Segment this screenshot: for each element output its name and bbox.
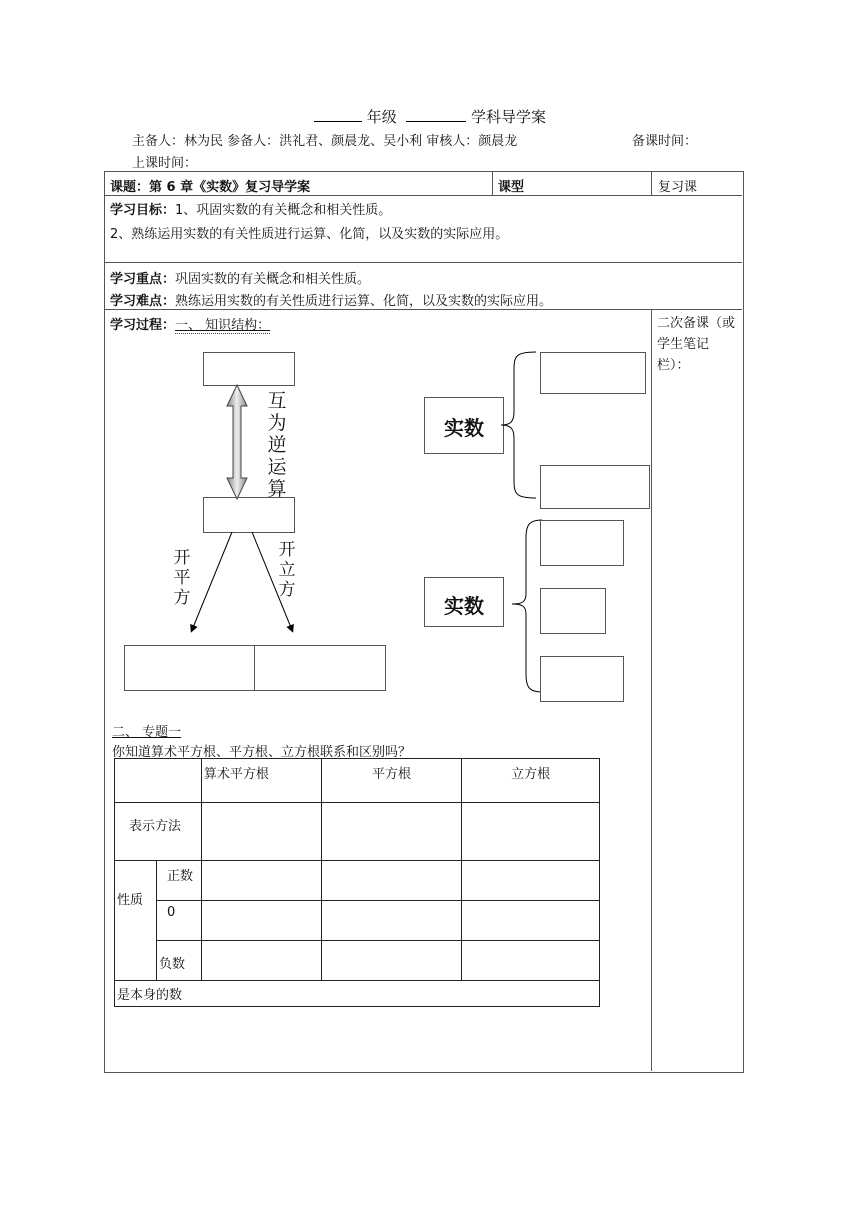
side-divider — [651, 309, 652, 1071]
subject-title: 学科导学案 — [471, 108, 547, 126]
grade-label: 年级 — [366, 108, 397, 126]
table-cell[interactable] — [201, 941, 321, 981]
col-cbrt: 立方根 — [462, 759, 600, 803]
col-arith-sqrt: 算术平方根 — [201, 759, 321, 803]
grade-blank[interactable] — [314, 107, 362, 122]
class-box-2b[interactable] — [540, 588, 606, 634]
class-box-1a[interactable] — [540, 352, 646, 394]
table-row — [115, 901, 600, 941]
comparison-table — [114, 758, 600, 1007]
lesson-type-value: 复习课 — [658, 180, 698, 195]
double-arrow-icon — [226, 384, 248, 500]
table-cell[interactable] — [201, 901, 321, 941]
table-header-row — [115, 759, 600, 803]
row-repr-label: 表示方法 — [115, 803, 202, 861]
answer-box-right[interactable] — [254, 645, 386, 691]
row-positive-label: 正数 — [156, 861, 201, 901]
row-prop-label: 性质 — [115, 861, 157, 981]
section2-heading: 二、 专题一 — [112, 725, 182, 740]
cube-root-label: 开 立 方 — [278, 540, 296, 600]
divider — [651, 171, 652, 195]
table-cell[interactable] — [321, 941, 462, 981]
lesson-topic: 课题：第 6 章《实数》复习导学案 — [110, 180, 311, 195]
row-self-label[interactable]: 是本身的数 — [115, 981, 600, 1007]
class-box-2c[interactable] — [540, 656, 624, 702]
divider — [492, 171, 493, 195]
goals-line2: 2、熟练运用实数的有关性质进行运算、化简，以及实数的实际应用。 — [110, 227, 509, 242]
col-sqrt: 平方根 — [321, 759, 462, 803]
table-cell[interactable] — [462, 941, 600, 981]
table-row — [115, 941, 600, 981]
table-cell[interactable] — [462, 861, 600, 901]
lesson-type-label: 课型 — [498, 180, 525, 195]
brace-icon — [496, 350, 542, 500]
inverse-operation-label: 互 为 逆 运 算 — [267, 390, 287, 500]
side-note: 二次备课（或学生笔记栏）： — [657, 316, 736, 373]
table-row — [115, 861, 600, 901]
table-cell[interactable] — [321, 901, 462, 941]
table-corner — [115, 759, 202, 803]
table-row — [115, 981, 600, 1007]
document-title — [0, 106, 860, 127]
divider — [104, 262, 742, 263]
table-row — [115, 803, 600, 861]
square-root-label: 开 平 方 — [173, 548, 191, 608]
table-cell[interactable] — [201, 861, 321, 901]
real-number-box-2: 实数 — [424, 577, 504, 627]
key-point: 学习重点：巩固实数的有关概念和相关性质。 — [110, 272, 371, 287]
square-box-top[interactable] — [203, 352, 295, 386]
answer-box-left[interactable] — [124, 645, 256, 691]
class-box-2a[interactable] — [540, 520, 624, 566]
table-cell[interactable] — [321, 861, 462, 901]
row-negative-label: 负数 — [156, 941, 201, 981]
goals-line1: 学习目标：1、巩固实数的有关概念和相关性质。 — [110, 203, 392, 218]
table-cell[interactable] — [321, 803, 462, 861]
row-zero-label: 0 — [156, 901, 201, 941]
class-box-1b[interactable] — [540, 465, 650, 509]
subject-blank[interactable] — [406, 107, 466, 122]
table-cell[interactable] — [462, 803, 600, 861]
real-number-box-1: 实数 — [424, 397, 504, 454]
number-box-middle[interactable] — [203, 497, 295, 533]
authors-line: 主备人：林为民 参备人：洪礼君、颜晨龙、吴小利 审核人：颜晨龙 — [132, 134, 518, 149]
hard-point: 学习难点：熟练运用实数的有关性质进行运算、化简，以及实数的实际应用。 — [110, 294, 553, 309]
section2-question: 你知道算术平方根、平方根、立方根联系和区别吗？ — [112, 745, 412, 760]
divider — [104, 309, 742, 310]
prep-time: 备课时间： — [632, 134, 698, 149]
table-cell[interactable] — [201, 803, 321, 861]
class-time: 上课时间： — [132, 156, 198, 171]
table-cell[interactable] — [462, 901, 600, 941]
process-heading: 学习过程：一、 知识结构： — [110, 318, 271, 333]
